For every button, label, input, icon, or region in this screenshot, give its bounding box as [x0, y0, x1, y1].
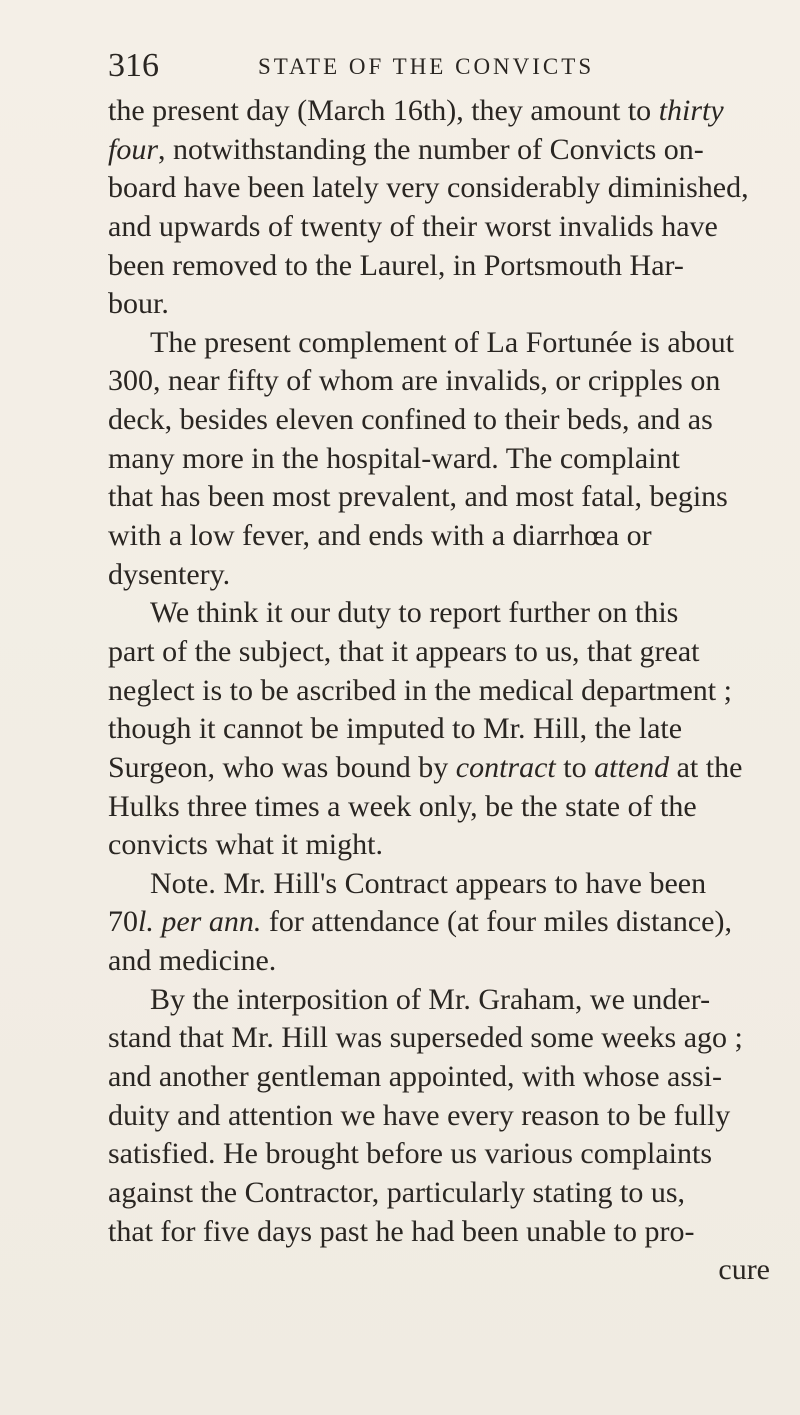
line-text: though it cannot be imputed to Mr. Hill, the late — [108, 712, 683, 746]
text-line — [108, 1135, 770, 1174]
text-line — [108, 788, 770, 827]
line-text: at the — [669, 750, 743, 784]
text-line — [108, 1174, 770, 1213]
text-line — [108, 92, 770, 131]
line-text: duity and attention we have every reason to be fully — [108, 1098, 731, 1132]
text-line — [108, 710, 770, 749]
line-text: the present day (March 16th), they amount to — [108, 94, 659, 127]
line-text: been removed to the Laurel, in Portsmouth Har- — [108, 248, 684, 282]
text-line — [108, 594, 770, 633]
text-line — [108, 517, 770, 556]
line-text: convicts what it might. — [108, 828, 383, 862]
text-line — [108, 1058, 770, 1097]
line-text: neglect is to be ascribed in the medical department ; — [108, 673, 732, 707]
line-text: We think it our duty to report further on this — [150, 596, 679, 630]
text-line — [108, 440, 770, 479]
line-text: to — [555, 750, 595, 784]
running-head: STATE OF THE CONVICTS — [258, 54, 595, 79]
page-header — [108, 46, 768, 86]
line-text: Hulks three times a week only, be the state of the — [108, 789, 697, 823]
text-line — [108, 556, 770, 595]
text-line — [108, 1019, 770, 1058]
line-text: 70 — [108, 905, 138, 939]
text-line — [108, 208, 770, 247]
line-text: board have been lately very considerably diminished, — [108, 171, 749, 205]
line-text: , notwithstanding the number of Convicts on- — [158, 132, 704, 166]
text-line — [108, 826, 770, 865]
line-text: many more in the hospital-ward. The complaint — [108, 441, 680, 475]
text-line — [108, 672, 770, 711]
text-line — [108, 247, 770, 286]
line-text: cure — [718, 1253, 770, 1287]
line-text: deck, besides eleven confined to their beds, and as — [108, 403, 713, 437]
line-text: that for five days past he had been unable to pro- — [108, 1214, 695, 1248]
line-text: The present complement of La Fortunée is about — [150, 325, 734, 359]
line-text: satisfied. He brought before us various complaints — [108, 1137, 713, 1171]
text-line — [108, 362, 770, 401]
text-line — [108, 981, 770, 1020]
italic-text: four — [108, 132, 159, 166]
line-text: against the Contractor, particularly stating to us, — [108, 1175, 685, 1209]
text-line — [108, 633, 770, 672]
line-text: Note. Mr. Hill's Contract appears to have been — [150, 866, 707, 900]
text-line — [108, 1097, 770, 1136]
line-text: that has been most prevalent, and most fatal, begins — [108, 480, 728, 514]
line-text: dysentery. — [108, 557, 231, 591]
line-text: and another gentleman appointed, with whose assi- — [108, 1060, 723, 1094]
text-line — [108, 1213, 770, 1252]
line-text: and medicine. — [108, 944, 277, 978]
line-text: 300, near fifty of whom are invalids, or cripples on — [108, 364, 721, 398]
italic-text: thirty — [658, 94, 724, 127]
text-line — [108, 401, 770, 440]
text-line — [108, 865, 770, 904]
italic-text: contract — [455, 750, 556, 784]
body-text — [108, 92, 770, 1290]
text-line — [108, 324, 770, 363]
line-text: and upwards of twenty of their worst invalids have — [108, 209, 718, 243]
line-text: bour. — [108, 287, 169, 321]
text-line — [108, 131, 770, 170]
line-text: Surgeon, who was bound by — [108, 750, 456, 784]
line-text: with a low fever, and ends with a diarrhœa or — [108, 519, 652, 553]
text-line — [108, 942, 770, 981]
line-text: for attendance (at four miles distance), — [261, 905, 732, 939]
text-line — [108, 285, 770, 324]
italic-text: attend — [594, 750, 670, 784]
text-line — [108, 903, 770, 942]
line-text: part of the subject, that it appears to us, that great — [108, 634, 700, 668]
text-line — [108, 169, 770, 208]
italic-text: l. per ann. — [138, 905, 262, 939]
line-text: By the interposition of Mr. Graham, we under- — [150, 982, 711, 1016]
line-text: stand that Mr. Hill was superseded some weeks ago ; — [108, 1021, 743, 1055]
text-line — [108, 749, 770, 788]
text-line — [108, 1251, 770, 1290]
page-number: 316 — [108, 47, 159, 84]
text-line — [108, 478, 770, 517]
